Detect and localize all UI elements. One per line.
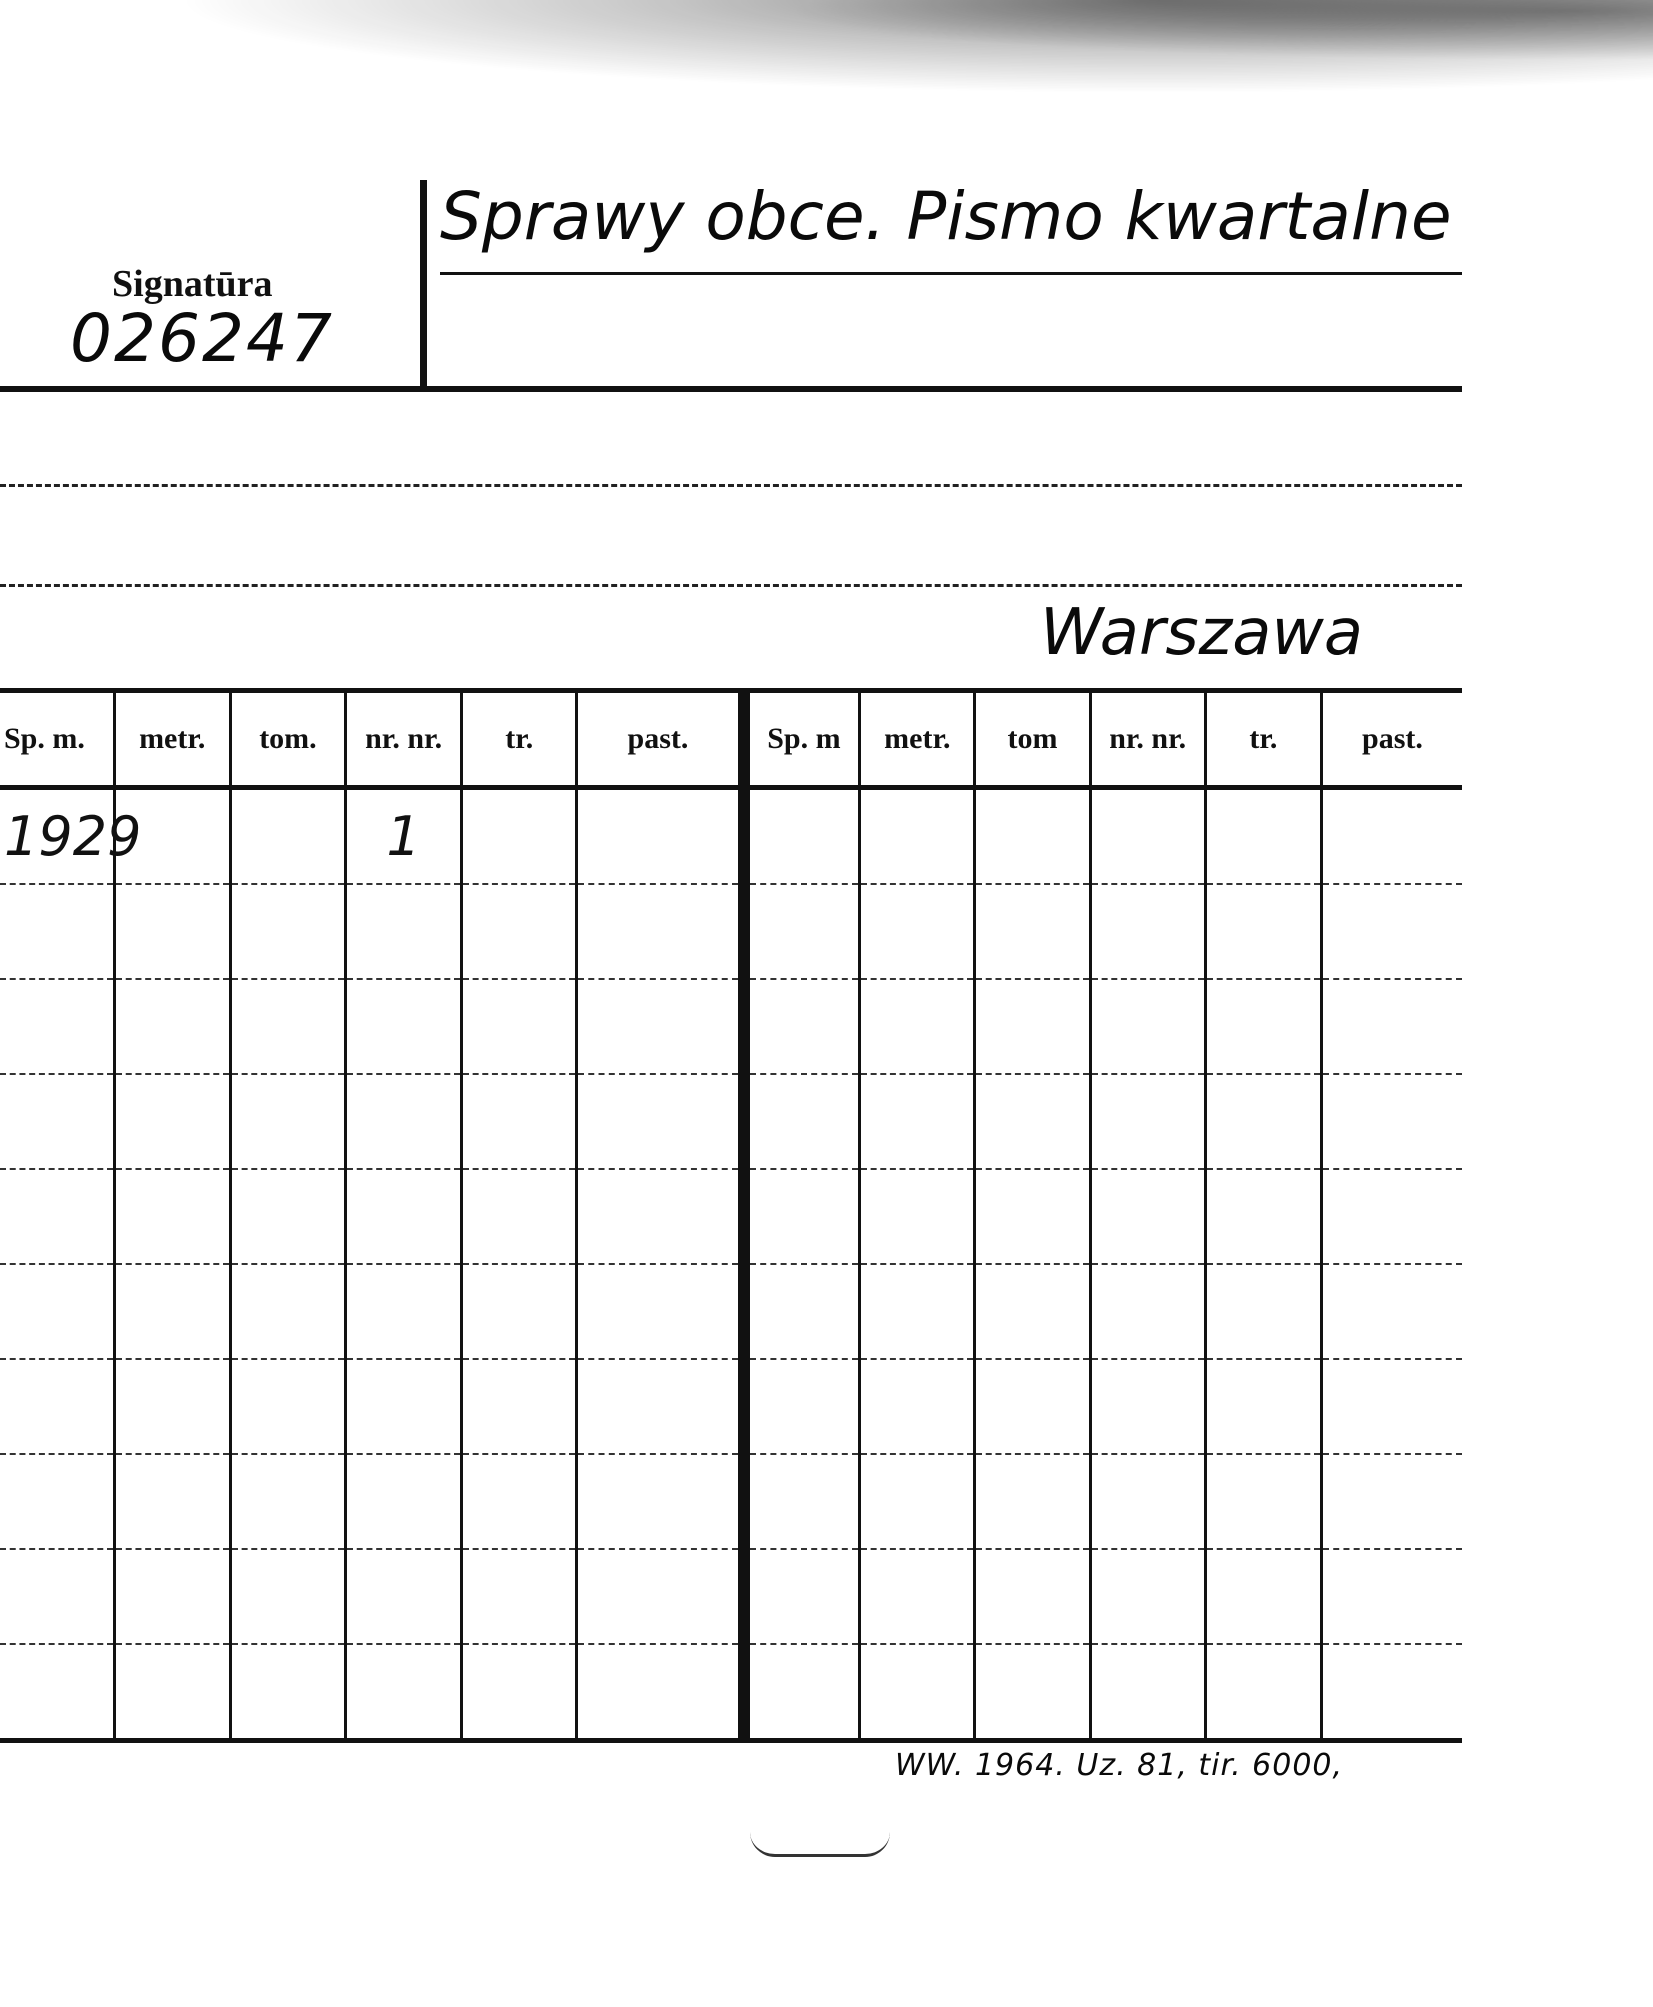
table-cell [230,1644,345,1741]
table-cell [346,1169,462,1264]
table-cell [860,1359,975,1454]
table-cell [114,1359,230,1454]
table-cell [975,1169,1090,1264]
table-cell [577,1644,744,1741]
table-cell [114,1264,230,1359]
table-cell [577,1264,744,1359]
table-cell [744,884,860,979]
table-cell [975,979,1090,1074]
table-cell [860,788,975,885]
table-cell [114,1454,230,1549]
table-cell [860,1644,975,1741]
title-divider [420,180,427,390]
table-row [0,1359,1462,1454]
publication-title: Sprawy obce. Pismo kwartalne [440,178,1452,255]
table-cell [346,1454,462,1549]
table-cell [1321,1454,1462,1549]
table-cell [744,788,860,885]
table-cell [1321,1169,1462,1264]
table-cell [1090,1264,1205,1359]
table-cell [462,1359,577,1454]
table-cell [230,979,345,1074]
table-cell [0,1644,114,1741]
table-cell [462,1549,577,1644]
table-cell [462,1454,577,1549]
table-cell [346,1644,462,1741]
table-row [0,1264,1462,1359]
table-cell [346,1264,462,1359]
table-cell [577,884,744,979]
table-row [0,1454,1462,1549]
table-cell [1205,1264,1321,1359]
table-header-row [0,691,1462,788]
table-cell [975,1549,1090,1644]
table-cell [577,788,744,885]
table-cell [230,1359,345,1454]
column-header: tom. [230,691,345,788]
table-cell [860,1074,975,1169]
table-cell [975,1074,1090,1169]
table-cell [744,1264,860,1359]
table-cell [230,1454,345,1549]
table-cell [975,1359,1090,1454]
column-header: past. [1321,691,1462,788]
table-cell [577,1454,744,1549]
table-cell [0,1549,114,1644]
print-note: WW. 1964. Uz. 81, tir. 6000, [895,1748,1344,1783]
table-cell [0,979,114,1074]
column-header: tom [975,691,1090,788]
table-cell [0,1169,114,1264]
table-cell [1205,884,1321,979]
signature-label: Signatūra [112,263,273,305]
table-cell [0,1074,114,1169]
table-cell [577,1169,744,1264]
table-cell [744,1644,860,1741]
table-cell [114,884,230,979]
table-cell [1205,1549,1321,1644]
table-row [0,1549,1462,1644]
table-cell [1205,1359,1321,1454]
column-header: nr. nr. [346,691,462,788]
table-cell [114,1169,230,1264]
table-cell [1090,979,1205,1074]
table-cell [114,979,230,1074]
table-cell [1321,884,1462,979]
table-row [0,788,1462,885]
table-cell [1321,1359,1462,1454]
table-cell [975,788,1090,885]
table-cell [462,1644,577,1741]
column-header: tr. [462,691,577,788]
column-header: tr. [1205,691,1321,788]
table-cell [1205,979,1321,1074]
column-header: Sp. m. [0,691,114,788]
table-cell [860,1169,975,1264]
table-cell [230,1549,345,1644]
table-cell [462,884,577,979]
ink-mark [750,1832,890,1857]
table-cell [1205,1454,1321,1549]
scan-noise-top [0,0,1653,110]
table-cell [1090,1549,1205,1644]
table-cell [1205,1644,1321,1741]
table-row [0,979,1462,1074]
table-cell [1090,788,1205,885]
table-cell [462,1264,577,1359]
table-cell [462,788,577,885]
table-cell [1321,1074,1462,1169]
table-cell [462,1169,577,1264]
column-header: metr. [860,691,975,788]
table-cell [1090,1644,1205,1741]
table-cell [346,979,462,1074]
table-cell [1321,788,1462,885]
table-cell [744,1169,860,1264]
table-cell [0,884,114,979]
table-cell [1090,1074,1205,1169]
table-cell [462,979,577,1074]
table-cell [346,1074,462,1169]
column-header: metr. [114,691,230,788]
table-cell [1321,1644,1462,1741]
table-cell [346,1359,462,1454]
table-cell [744,1454,860,1549]
table-row [0,884,1462,979]
signature-number: 026247 [70,300,334,377]
table-cell [230,1169,345,1264]
table-cell [1321,979,1462,1074]
table-cell [346,884,462,979]
table-cell [462,1074,577,1169]
table-cell [577,1074,744,1169]
table-cell [1090,1454,1205,1549]
table-cell [346,1549,462,1644]
table-cell [744,979,860,1074]
table-row [0,1644,1462,1741]
table-cell [975,884,1090,979]
blank-rule-2 [0,584,1462,587]
table-cell [577,1359,744,1454]
table-cell [1321,1264,1462,1359]
table-cell [114,1074,230,1169]
table-cell [860,1264,975,1359]
table-cell [0,1454,114,1549]
table-cell [230,788,345,885]
table-row [0,1169,1462,1264]
table-cell [860,1549,975,1644]
table-cell [0,1359,114,1454]
table-cell [975,1644,1090,1741]
table-cell [114,1644,230,1741]
table-cell [860,1454,975,1549]
table-cell [860,979,975,1074]
table-cell [230,884,345,979]
holdings-table [0,688,1462,1743]
table-cell [1205,1169,1321,1264]
table-cell [744,1549,860,1644]
table-cell [1090,1359,1205,1454]
table-cell [744,1074,860,1169]
table-cell [1090,884,1205,979]
table-cell: 1929 [0,788,114,885]
header-rule [0,386,1462,392]
column-header: Sp. m [744,691,860,788]
table-cell [577,979,744,1074]
table-cell [744,1359,860,1454]
table-cell [1205,1074,1321,1169]
table-cell [975,1264,1090,1359]
place-of-publication: Warszawa [1040,596,1364,670]
table-cell [577,1549,744,1644]
table-cell [230,1074,345,1169]
table-cell: 1 [346,788,462,885]
table-cell [1205,788,1321,885]
blank-rule-1 [0,484,1462,487]
table-cell [1090,1169,1205,1264]
column-header: nr. nr. [1090,691,1205,788]
table-cell [0,1264,114,1359]
table-cell [860,884,975,979]
table-cell [230,1264,345,1359]
table-cell [975,1454,1090,1549]
column-header: past. [577,691,744,788]
table-cell [114,1549,230,1644]
table-row [0,1074,1462,1169]
table-cell [1321,1549,1462,1644]
title-underline [440,272,1462,275]
